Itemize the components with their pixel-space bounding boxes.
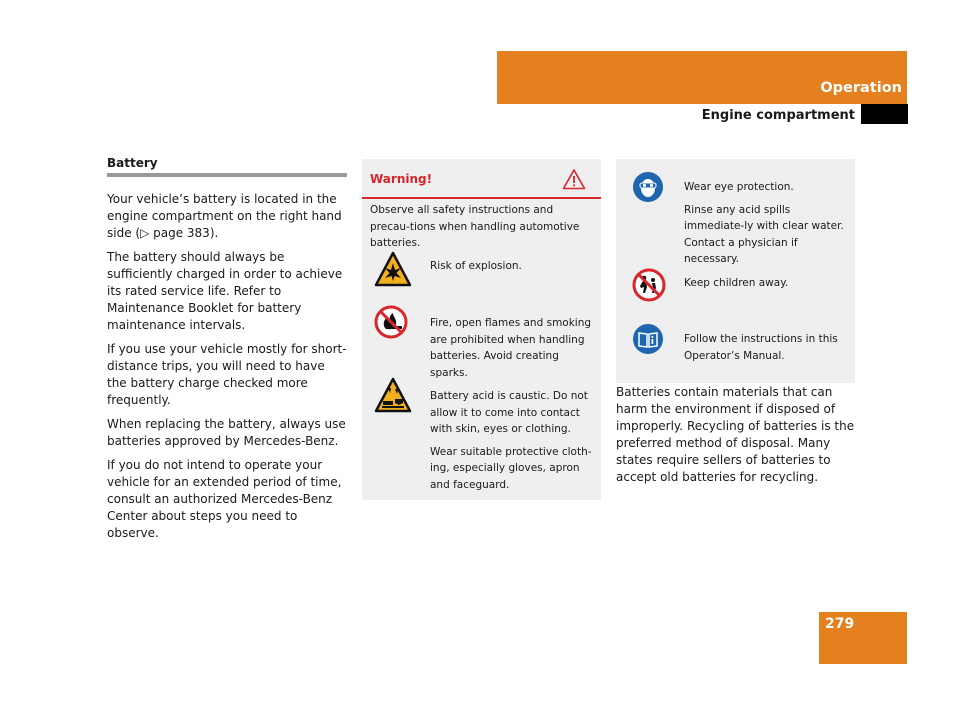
battery-paragraph-1: Your vehicle’s battery is located in the engine compartment on the right hand side (▷ page 383). [107, 192, 342, 240]
fire-text: Fire, open flames and smoking are prohibited when handling batteries. Avoid creating sparks. [430, 317, 592, 379]
battery-paragraph-4: When replacing the battery, always use batteries approved by Mercedes-Benz. [107, 417, 346, 448]
corrosive-icon [374, 377, 412, 413]
no-fire-smoking-icon [374, 305, 408, 339]
manual-text: Follow the instructions in this Operator’s Manual. [684, 333, 838, 362]
eye-protection-text-block [684, 179, 852, 274]
warning-triangle-icon [562, 168, 586, 190]
warning-header [362, 159, 601, 199]
children-text: Keep children away. [684, 277, 789, 289]
eye-protection-text: Wear eye protection. [684, 181, 794, 193]
eye-protection-icon [632, 171, 664, 203]
battery-paragraph-3: If you use your vehicle mostly for short-distance trips, you will need to have the battery charge checked more frequently. [107, 342, 347, 407]
battery-heading: Battery [107, 156, 347, 177]
acid-caustic-text: Battery acid is caustic. Do not allow it to come into contact with skin, eyes or clothing. [430, 390, 588, 435]
battery-paragraph-2: The battery should always be sufficiently charged in order to achieve its rated service life. Refer to Maintenance Booklet for battery maintenance intervals. [107, 250, 343, 332]
disposal-text: Batteries contain materials that can harm the environment if disposed of improperly. Recycling of batteries is the preferred method of disposal. Many states require sellers of batteries to accept old batteries for recycling. [616, 385, 855, 484]
keep-children-away-icon [632, 268, 666, 302]
battery-column [107, 156, 347, 549]
section-title: Operation [820, 80, 902, 96]
explosion-hazard-icon [374, 251, 412, 287]
warning-title: Warning! [370, 172, 433, 186]
read-manual-icon [632, 323, 664, 355]
battery-paragraph-5: If you do not intend to operate your vehicle for an extended period of time, consult an authorized Mercedes-Benz Center about steps you need to observe. [107, 458, 342, 540]
protection-box [616, 159, 855, 383]
acid-text [430, 388, 596, 499]
rinse-text: Rinse any acid spills immediate-ly with clear water. Contact a physician if necessary. [684, 203, 844, 265]
warning-box [362, 159, 601, 500]
explosion-text: Risk of explosion. [430, 260, 522, 272]
warning-intro: Observe all safety instructions and precau-tions when handling automotive batteries. [370, 204, 580, 249]
protective-clothing-text: Wear suitable protective cloth-ing, especially gloves, apron and faceguard. [430, 445, 592, 491]
page-number: 279 [825, 616, 855, 632]
subsection-title: Engine compartment [701, 108, 855, 123]
section-tab-marker [861, 104, 908, 124]
